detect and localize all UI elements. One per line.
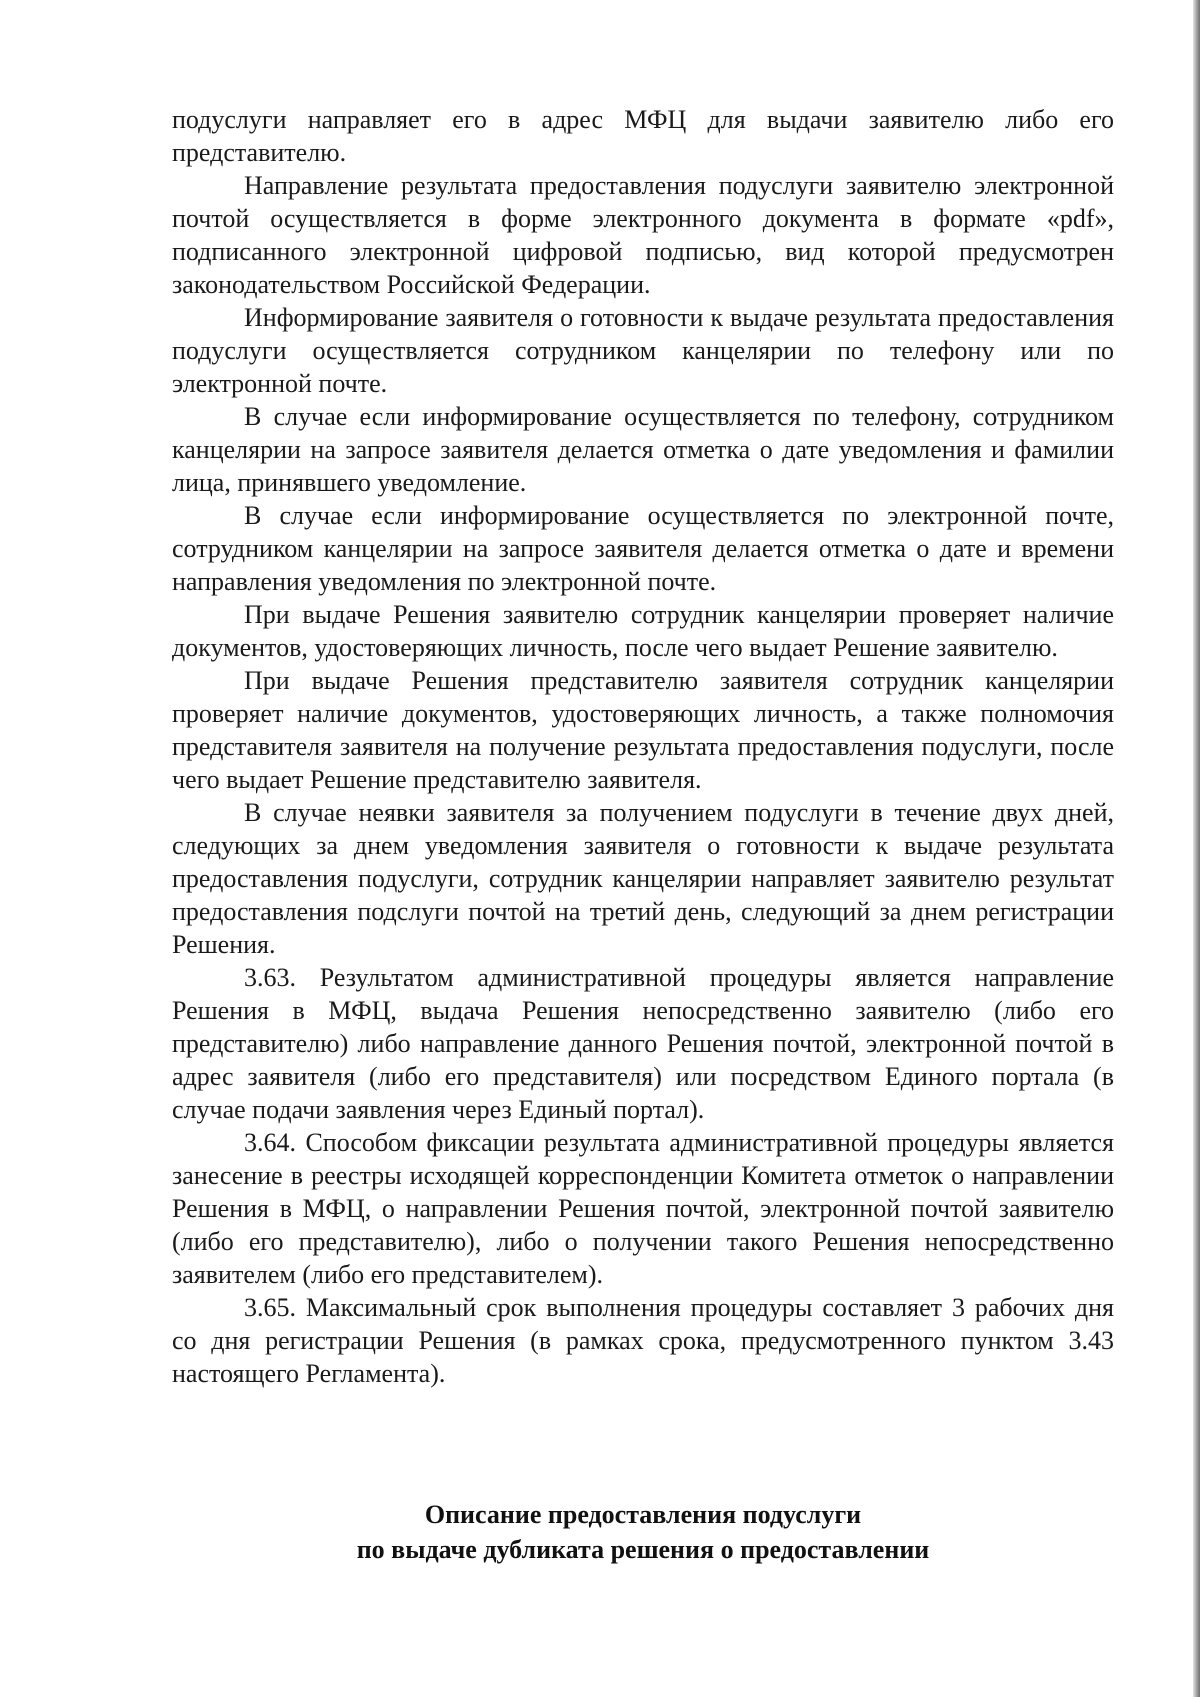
paragraph-3-64: 3.64. Способом фиксации результата административной процедуры является занесение в реестры исходящей корреспонденции Комитета отметок о направлении Решения в МФЦ, о направлении Решения почтой, электронной почтой заявителю (либо его представителю), либо о получении такого Решения непосредственно заявителем (либо его представителем). xyxy=(172,1128,1114,1289)
paragraph-issue-to-representative: При выдаче Решения представителю заявителя сотрудник канцелярии проверяет наличие документов, удостоверяющих личность, а также полномочия представителя заявителя на получение результата предоставления подуслуги, после чего выдает Решение представителю заявителя. xyxy=(172,666,1114,794)
section-heading xyxy=(172,1497,1114,1567)
paragraph-phone-notification: В случае если информирование осуществляется по телефону, сотрудником канцелярии на запросе заявителя делается отметка о дате уведомления и фамилии лица, принявшего уведомление. xyxy=(172,402,1114,497)
section-heading-line-2: по выдаче дубликата решения о предоставлении xyxy=(356,1535,930,1564)
page-edge-shadow xyxy=(1193,0,1200,1697)
paragraph-readiness-notification: Информирование заявителя о готовности к выдаче результата предоставления подуслуги осуществляется сотрудником канцелярии по телефону или по электронной почте. xyxy=(172,303,1114,398)
paragraph-issue-to-applicant: При выдаче Решения заявителю сотрудник канцелярии проверяет наличие документов, удостоверяющих личность, после чего выдает Решение заявителю. xyxy=(172,600,1114,662)
paragraph-email-notification: В случае если информирование осуществляется по электронной почте, сотрудником канцелярии на запросе заявителя делается отметка о дате и времени направления уведомления по электронной почте. xyxy=(172,501,1114,596)
document-body xyxy=(172,103,1114,1390)
section-heading-line-1: Описание предоставления подуслуги xyxy=(424,1500,862,1529)
paragraph-3-65: 3.65. Максимальный срок выполнения процедуры составляет 3 рабочих дня со дня регистрации Решения (в рамках срока, предусмотренного пунктом 3.43 настоящего Регламента). xyxy=(172,1293,1114,1388)
paragraph-non-appearance: В случае неявки заявителя за получением подуслуги в течение двух дней, следующих за днем уведомления заявителя о готовности к выдаче результата предоставления подуслуги, сотрудник канцелярии направляет заявителю результат предоставления подслуги почтой на третий день, следующий за днем регистрации Решения. xyxy=(172,798,1114,959)
paragraph-email-delivery: Направление результата предоставления подуслуги заявителю электронной почтой осуществляется в форме электронного документа в формате «pdf», подписанного электронной цифровой подписью, вид которой предусмотрен законодательством Российской Федерации. xyxy=(172,171,1114,299)
paragraph-continuation: подуслуги направляет его в адрес МФЦ для выдачи заявителю либо его представителю. xyxy=(172,105,1114,167)
paragraph-3-63: 3.63. Результатом административной процедуры является направление Решения в МФЦ, выдача Решения непосредственно заявителю (либо его представителю) либо направление данного Решения почтой, электронной почтой в адрес заявителя (либо его представителя) или посредством Единого портала (в случае подачи заявления через Единый портал). xyxy=(172,963,1114,1124)
